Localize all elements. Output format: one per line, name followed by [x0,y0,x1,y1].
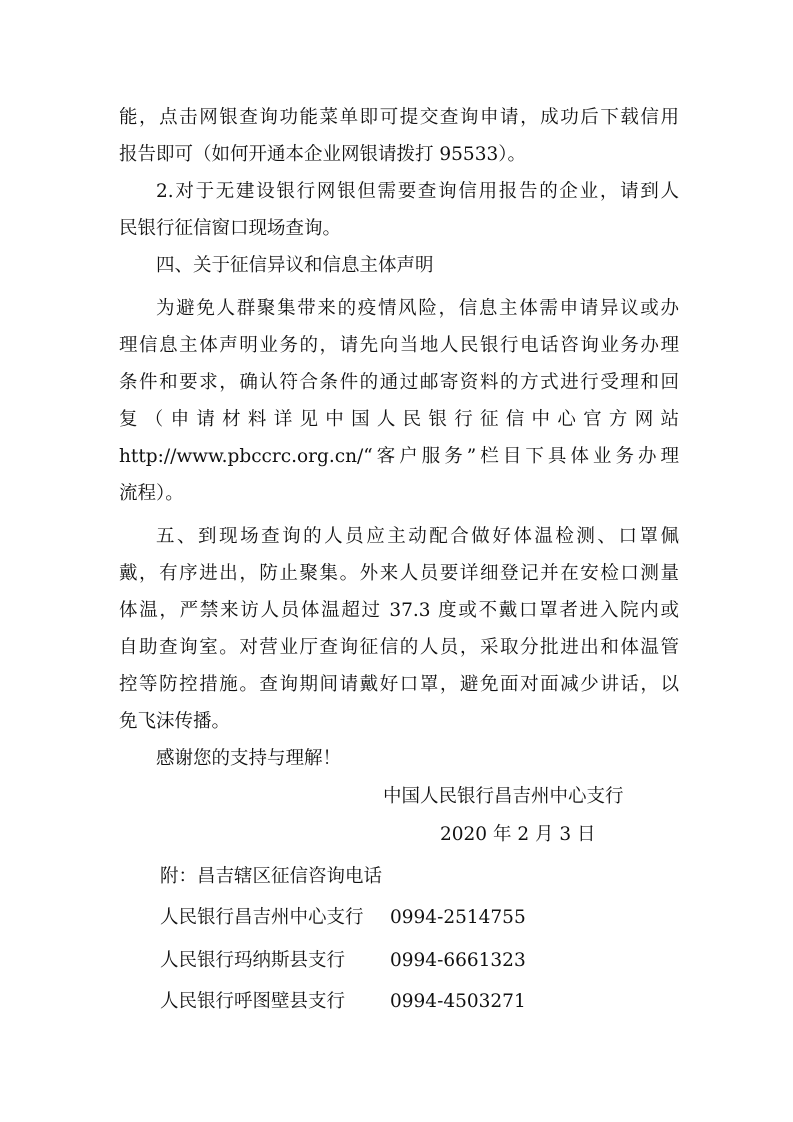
contact-phone: 0994-6661323 [390,950,526,971]
paragraph-line: 为避免人群聚集带来的疫情风险，信息主体需申请异议或办 [156,298,679,319]
paragraph-line: 免飞沫传播。 [119,711,231,732]
annex-title: 附：昌吉辖区征信咨询电话 [160,866,383,887]
contact-name: 人民银行玛纳斯县支行 [160,950,346,971]
paragraph-objection [119,290,679,512]
paragraph-line: 2.对于无建设银行网银但需要查询信用报告的企业，请到人 [156,181,679,202]
paragraph-no-online-banking [119,173,679,247]
thanks-text: 感谢您的支持与理解！ [156,748,342,769]
signature-date: 2020 年 2 月 3 日 [440,824,596,845]
paragraph-line: 控等防控措施。查询期间请戴好口罩，避免面对面减少讲话，以 [119,674,679,695]
paragraph-line: 流程）。 [119,483,184,504]
heading-text: 四、关于征信异议和信息主体声明 [156,255,434,276]
paragraph-line: 报告即可（如何开通本企业网银请拨打 95533）。 [119,144,526,165]
paragraph-line: 自助查询室。对营业厅查询征信的人员，采取分批进出和体温管 [119,637,679,658]
contact-row [160,899,526,936]
contact-name: 人民银行呼图壁县支行 [160,991,346,1012]
paragraph-line: 复（申请材料详见中国人民银行征信中心官方网站 [119,409,679,430]
paragraph-line: 理信息主体声明业务的，请先向当地人民银行电话咨询业务办理 [119,335,679,356]
contact-phone: 0994-2514755 [390,907,526,928]
section-heading-4 [119,247,679,284]
contact-row [160,983,526,1020]
paragraph-line: 民银行征信窗口现场查询。 [119,218,342,239]
paragraph-line: 能，点击网银查询功能菜单即可提交查询申请，成功后下载信用 [119,107,679,128]
contact-name: 人民银行昌吉州中心支行 [160,907,364,928]
paragraph-onsite-rules [119,518,679,740]
contact-phone: 0994-4503271 [390,991,526,1012]
thanks-line [119,740,679,777]
paragraph-online-banking [119,99,679,173]
contact-row [160,942,526,979]
paragraph-line: 体温，严禁来访人员体温超过 37.3 度或不戴口罩者进入院内或 [119,600,679,621]
paragraph-line: 戴，有序进出，防止聚集。外来人员要详细登记并在安检口测量 [119,563,679,584]
paragraph-line: 五、到现场查询的人员应主动配合做好体温检测、口罩佩 [156,526,679,547]
paragraph-line: 条件和要求，确认符合条件的通过邮寄资料的方式进行受理和回 [119,372,679,393]
paragraph-line: http://www.pbccrc.org.cn/“客户服务”栏目下具体业务办理 [119,446,679,467]
signature-organization: 中国人民银行昌吉州中心支行 [383,786,624,807]
